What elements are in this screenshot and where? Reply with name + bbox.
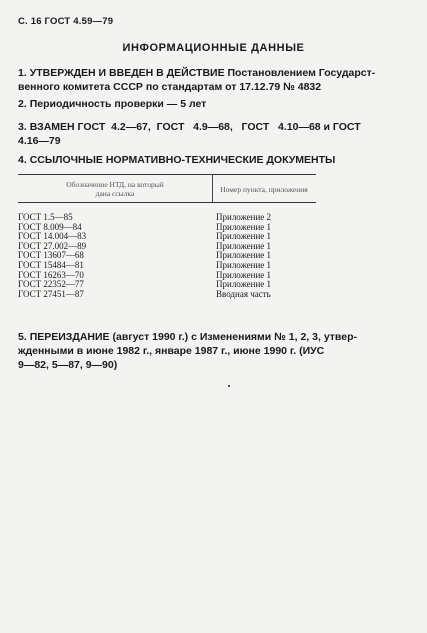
item-3-text-line2: 4.16—79 [18,135,61,147]
table-header-doc [30,180,200,198]
table-row-doc: ГОСТ 13607—68 [18,250,84,261]
table-header-doc-line1: Обозначение НТД, на который [66,180,164,189]
table-row-ref: Приложение 1 [216,279,272,290]
item-5-text-line2: жденными в июне 1982 г., январе 1987 г., июне 1990 г. (ИУС [18,345,325,357]
table-row-ref: Вводная часть [216,288,271,299]
table-column-divider [212,174,213,202]
table-row-doc: ГОСТ 22352—77 [18,279,84,290]
item-5 [18,330,393,372]
item-5-heading: ПЕРЕИЗДАНИЕ [29,331,110,343]
item-1-text-line1: Постановлением Государст- [224,67,376,79]
table-row-doc: ГОСТ 14.004—83 [18,231,87,242]
table-row-ref: Приложение 1 [216,231,272,242]
item-1-heading: УТВЕРЖДЕН И ВВЕДЕН В ДЕЙСТВИЕ [29,67,225,79]
table-row-ref: Приложение 2 [216,212,272,222]
table-row-doc: ГОСТ 15484—81 [18,260,84,270]
table-row-doc: ГОСТ 8.009—84 [18,221,82,232]
item-4-number: 4. [18,154,27,166]
item-3-text-line1: ГОСТ 4.2—67, ГОСТ 4.9—68, ГОСТ 4.10—68 и ГОСТ [74,121,361,133]
table-row-doc: ГОСТ 16263—70 [18,269,84,280]
item-4-heading: ССЫЛОЧНЫЕ НОРМАТИВНО-ТЕХНИЧЕСКИЕ ДОКУМЕНТЫ [29,154,336,166]
table-row-ref: Приложение 1 [216,221,272,232]
table-header-doc-line2: дана ссылка [95,189,135,198]
table-top-rule [18,174,316,175]
page-mark [228,385,230,387]
item-5-number: 5. [18,331,27,343]
page-header: С. 16 ГОСТ 4.59—79 [18,16,114,27]
item-4 [18,153,393,167]
table-header-rule [18,202,316,203]
item-1 [18,66,393,94]
section-title: ИНФОРМАЦИОННЫЕ ДАННЫЕ [122,42,305,54]
table-row-ref: Приложение 1 [216,240,272,251]
table-row-ref: Приложение 1 [216,269,272,280]
table-row-ref: Приложение 1 [216,250,272,261]
item-3-heading: ВЗАМЕН [29,121,75,133]
item-5-text-line3: 9—82, 5—87, 9—90) [18,359,118,371]
table-row-doc: ГОСТ 1.5—85 [18,212,73,222]
item-2-text: Периодичность проверки — 5 лет [29,98,207,110]
table-row-doc: ГОСТ 27.002—89 [18,240,87,251]
item-1-text-line2: венного комитета СССР по стандартам от 17.12.79 № 4832 [18,81,322,93]
item-5-text-line1: (август 1990 г.) с Изменениями № 1, 2, 3, утвер- [109,331,357,343]
table-row-doc: ГОСТ 27451—87 [18,288,84,299]
table-row-ref: Приложение 1 [216,260,272,270]
table-header-ref: Номер пункта, приложения [220,185,308,194]
item-1-number: 1. [18,67,27,79]
item-2 [18,97,393,111]
item-3-number: 3. [18,121,27,133]
item-3 [18,120,393,148]
item-2-number: 2. [18,98,27,110]
